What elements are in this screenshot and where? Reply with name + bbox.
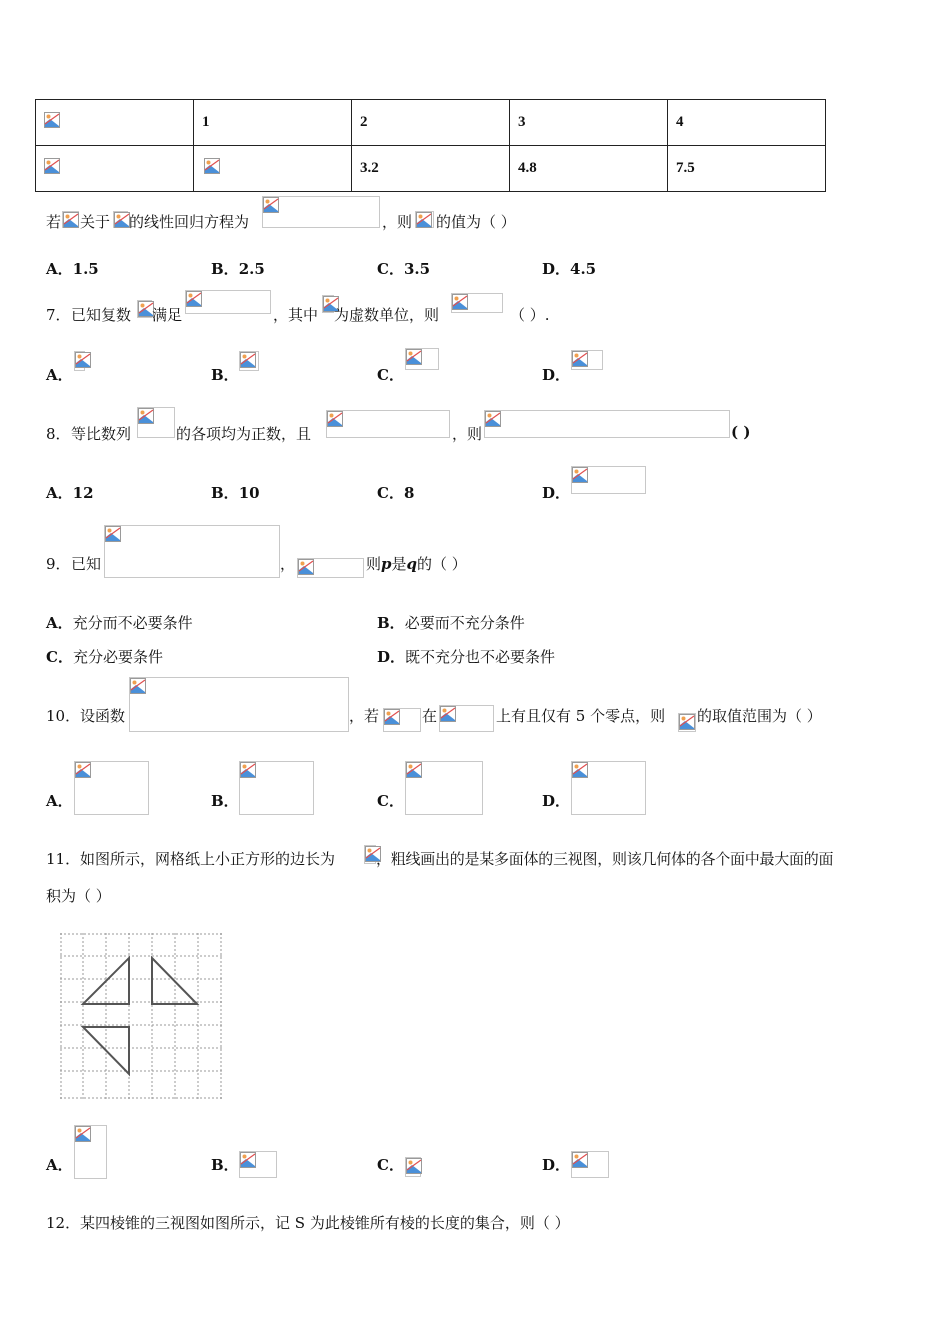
math-image bbox=[262, 196, 380, 228]
option-d: D． bbox=[542, 1156, 571, 1174]
math-image bbox=[239, 1151, 277, 1178]
q10-text: ，若 bbox=[349, 707, 380, 725]
q7-text: 满足 bbox=[152, 306, 183, 324]
q10-number: 10． bbox=[46, 707, 81, 725]
q6-text: 的线性回归方程为 bbox=[129, 213, 250, 231]
math-image bbox=[571, 1151, 609, 1178]
option-c: C． bbox=[377, 366, 404, 384]
math-image bbox=[74, 761, 149, 815]
option-a: A．1.5 bbox=[46, 260, 99, 278]
broken-image-icon bbox=[384, 709, 400, 725]
three-view-grid-figure bbox=[60, 933, 222, 1099]
option-c: C．充分必要条件 bbox=[46, 648, 163, 666]
math-image bbox=[74, 351, 85, 371]
broken-image-icon bbox=[240, 352, 256, 368]
broken-image-icon bbox=[485, 411, 501, 427]
q7-text: 已知复数 bbox=[71, 306, 132, 324]
table-cell bbox=[36, 146, 194, 192]
math-image bbox=[326, 410, 450, 438]
math-image bbox=[571, 350, 603, 370]
data-table bbox=[35, 99, 826, 192]
math-image bbox=[297, 558, 364, 578]
q8-number: 8． bbox=[46, 425, 71, 443]
broken-image-icon bbox=[406, 349, 422, 365]
broken-image-icon bbox=[263, 197, 279, 213]
q9-text: ， bbox=[280, 555, 296, 573]
broken-image-icon bbox=[138, 408, 154, 424]
math-image bbox=[137, 300, 152, 318]
math-image bbox=[405, 761, 483, 815]
math-image bbox=[451, 293, 503, 313]
option-d: D．4.5 bbox=[542, 260, 597, 278]
broken-image-icon bbox=[105, 526, 121, 542]
q7-text: ，其中 bbox=[273, 306, 319, 324]
broken-image-icon bbox=[114, 212, 130, 228]
table-row bbox=[36, 100, 826, 146]
math-image bbox=[185, 290, 271, 314]
q11-number: 11． bbox=[46, 850, 81, 868]
math-image bbox=[113, 211, 128, 228]
math-image bbox=[383, 708, 421, 732]
table-cell: 2 bbox=[352, 100, 510, 146]
option-a: A． bbox=[46, 366, 73, 384]
broken-image-icon bbox=[75, 1126, 91, 1142]
broken-image-icon bbox=[75, 762, 91, 778]
option-b: B．2.5 bbox=[211, 260, 265, 278]
option-a: A．12 bbox=[46, 484, 94, 502]
broken-image-icon bbox=[130, 678, 146, 694]
math-image bbox=[571, 761, 646, 815]
math-image bbox=[484, 410, 730, 438]
option-a: A．充分而不必要条件 bbox=[46, 614, 193, 632]
table-cell: 7.5 bbox=[668, 146, 826, 192]
option-d: D． bbox=[542, 484, 571, 502]
broken-image-icon bbox=[44, 112, 60, 128]
option-c: C．3.5 bbox=[377, 260, 431, 278]
q11-text: 如图所示，网格纸上小正方形的边长为 bbox=[80, 850, 336, 868]
table-cell bbox=[194, 146, 352, 192]
broken-image-icon bbox=[75, 352, 91, 368]
option-a: A． bbox=[46, 792, 73, 810]
option-c: C． bbox=[377, 1156, 404, 1174]
q7-text: 为虚数单位，则 bbox=[334, 306, 440, 324]
q9-number: 9． bbox=[46, 555, 71, 573]
q6-text: 的值为（ ） bbox=[436, 213, 516, 231]
table-cell bbox=[36, 100, 194, 146]
math-image bbox=[364, 845, 376, 864]
q10-text: 上有且仅有 5 个零点，则 bbox=[496, 707, 666, 725]
math-image bbox=[322, 295, 334, 313]
math-image bbox=[62, 211, 79, 228]
q8-text: 的各项均为正数，且 bbox=[176, 425, 312, 443]
option-b: B．10 bbox=[211, 484, 260, 502]
option-c: C． bbox=[377, 792, 404, 810]
q8-text: ，则 bbox=[452, 425, 483, 443]
math-image bbox=[129, 677, 349, 732]
math-image bbox=[239, 351, 259, 371]
q8-text: 等比数列 bbox=[71, 425, 132, 443]
option-b: B．必要而不充分条件 bbox=[377, 614, 525, 632]
option-b: B． bbox=[211, 366, 239, 384]
math-image bbox=[405, 1157, 421, 1177]
broken-image-icon bbox=[298, 559, 314, 575]
q6-text: ，则 bbox=[382, 213, 413, 231]
q6-text: 关于 bbox=[80, 213, 111, 231]
broken-image-icon bbox=[440, 706, 456, 722]
broken-image-icon bbox=[572, 467, 588, 483]
table-cell: 4.8 bbox=[510, 146, 668, 192]
math-image bbox=[74, 1125, 107, 1179]
broken-image-icon bbox=[202, 158, 222, 174]
broken-image-icon bbox=[679, 714, 695, 730]
math-image bbox=[405, 348, 439, 370]
q6-text: 若 bbox=[46, 213, 62, 231]
math-image bbox=[239, 761, 314, 815]
q12-text: 某四棱锥的三视图如图所示，记 S 为此棱锥所有棱的长度的集合，则（ ） bbox=[80, 1214, 570, 1232]
broken-image-icon bbox=[452, 294, 468, 310]
table-cell: 3.2 bbox=[352, 146, 510, 192]
math-image bbox=[678, 713, 696, 732]
broken-image-icon bbox=[406, 762, 422, 778]
broken-image-icon bbox=[327, 411, 343, 427]
q10-text: 设函数 bbox=[80, 707, 126, 725]
math-image bbox=[571, 466, 646, 494]
math-image bbox=[439, 705, 494, 732]
broken-image-icon bbox=[572, 762, 588, 778]
q9-text: 已知 bbox=[71, 555, 102, 573]
q11-text: 积为（ ） bbox=[46, 887, 111, 905]
option-d: D． bbox=[542, 792, 571, 810]
q10-text: 在 bbox=[422, 707, 438, 725]
q7-text: （ ）. bbox=[510, 306, 550, 324]
table-cell: 3 bbox=[510, 100, 668, 146]
q7-number: 7． bbox=[46, 306, 71, 324]
option-c: C．8 bbox=[377, 484, 415, 502]
broken-image-icon bbox=[240, 1152, 256, 1168]
q9-text: 则p是q的（ ） bbox=[366, 555, 467, 573]
option-a: A． bbox=[46, 1156, 73, 1174]
broken-image-icon bbox=[572, 351, 588, 367]
option-d: D．既不充分也不必要条件 bbox=[377, 648, 556, 666]
option-d: D． bbox=[542, 366, 571, 384]
broken-image-icon bbox=[44, 158, 60, 174]
broken-image-icon bbox=[406, 1158, 422, 1174]
math-image bbox=[415, 211, 434, 228]
broken-image-icon bbox=[63, 212, 79, 228]
option-b: B． bbox=[211, 1156, 239, 1174]
table-cell: 1 bbox=[194, 100, 352, 146]
q8-text: ( ) bbox=[731, 423, 751, 441]
broken-image-icon bbox=[240, 762, 256, 778]
table-cell: 4 bbox=[668, 100, 826, 146]
option-b: B． bbox=[211, 792, 239, 810]
broken-image-icon bbox=[416, 212, 432, 228]
q12-number: 12． bbox=[46, 1214, 81, 1232]
broken-image-icon bbox=[186, 291, 202, 307]
q11-text: ，粗线画出的是某多面体的三视图，则该几何体的各个面中最大面的面 bbox=[376, 850, 834, 868]
math-image bbox=[104, 525, 280, 578]
q10-text: 的取值范围为（ ） bbox=[697, 707, 822, 725]
broken-image-icon bbox=[572, 1152, 588, 1168]
math-image bbox=[137, 407, 175, 438]
table-row bbox=[36, 146, 826, 192]
